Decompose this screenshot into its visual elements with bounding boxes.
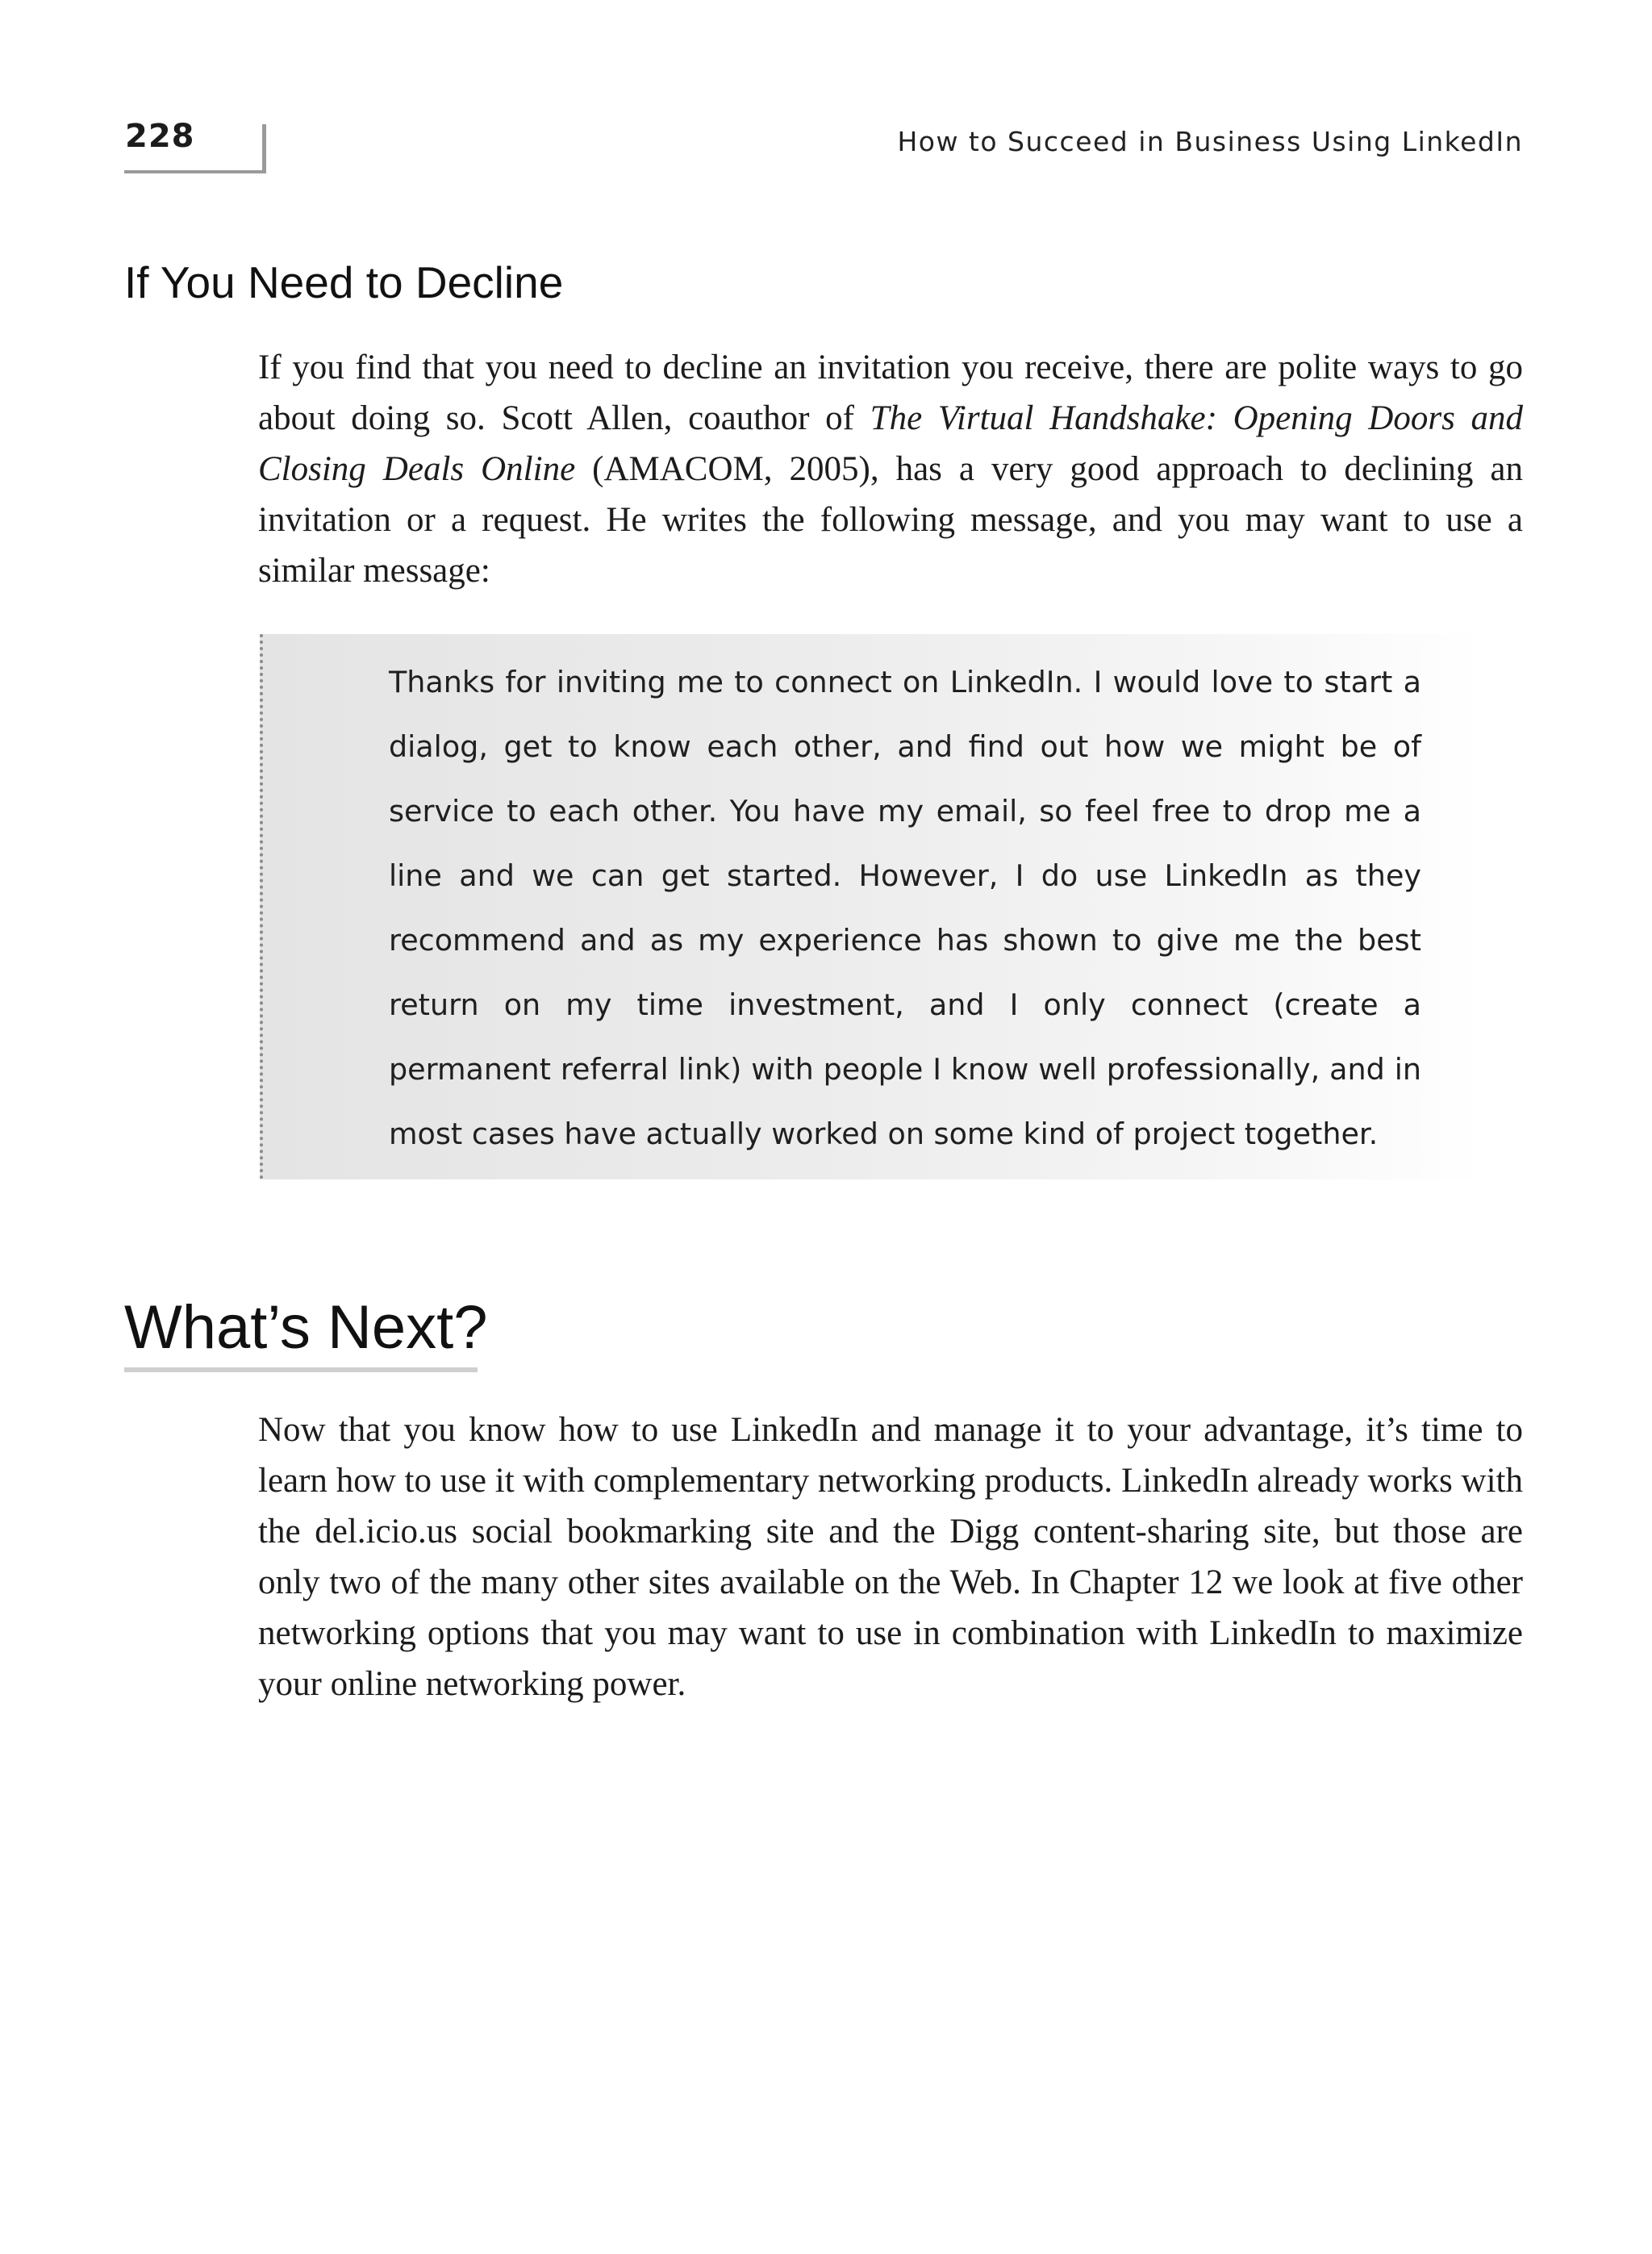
book-title: The Virtual Handshake: Opening Doors and Closing Deals Online bbox=[258, 399, 1523, 488]
page-number-rule-vertical bbox=[262, 124, 266, 173]
decline-paragraph bbox=[258, 342, 1523, 596]
section-heading-whats-next: What’s Next? bbox=[124, 1293, 488, 1362]
whats-next-paragraph: Now that you know how to use LinkedIn and manage it to your advantage, it’s time to learn how to use it with complementary networking products. LinkedIn already works with the del.icio.us social bookmarking site and the Digg content-sharing site, but those are only two of the many other sites available on the Web. In Chapter 12 we look at five other networking options that you may want to use in combination with LinkedIn to maximize your online networking power. bbox=[258, 1411, 1523, 1703]
page-number: 228 bbox=[125, 118, 195, 155]
heading-underline bbox=[124, 1367, 478, 1372]
page-number-rule bbox=[124, 170, 266, 173]
quote-dotted-border bbox=[260, 634, 263, 1179]
running-header: How to Succeed in Business Using LinkedIn bbox=[897, 126, 1523, 157]
decline-message-quote: Thanks for inviting me to connect on LinkedIn. I would love to start a dialog, get to know each other, and find out how we might be of service to each other. You have my email, so feel free to drop me a line and we can get started. However, I do use LinkedIn as they recommend and as my experience has shown to give me the best return on my time investment, and I only connect (create a permanent referral link) with people I know well professionally, and in most cases have actually worked on some kind of project together. bbox=[389, 665, 1421, 1151]
section-heading-decline: If You Need to Decline bbox=[124, 257, 564, 307]
decline-paragraph-text-before: If you find that you need to decline an invitation you receive, there are polite ways to go about doing so. Scott Allen, coauthor of bbox=[258, 349, 1523, 437]
decline-paragraph-text-after: (AMACOM, 2005), has a very good approach to declining an invitation or a request. He writes the following message, and you may want to use a similar message: bbox=[258, 450, 1523, 590]
